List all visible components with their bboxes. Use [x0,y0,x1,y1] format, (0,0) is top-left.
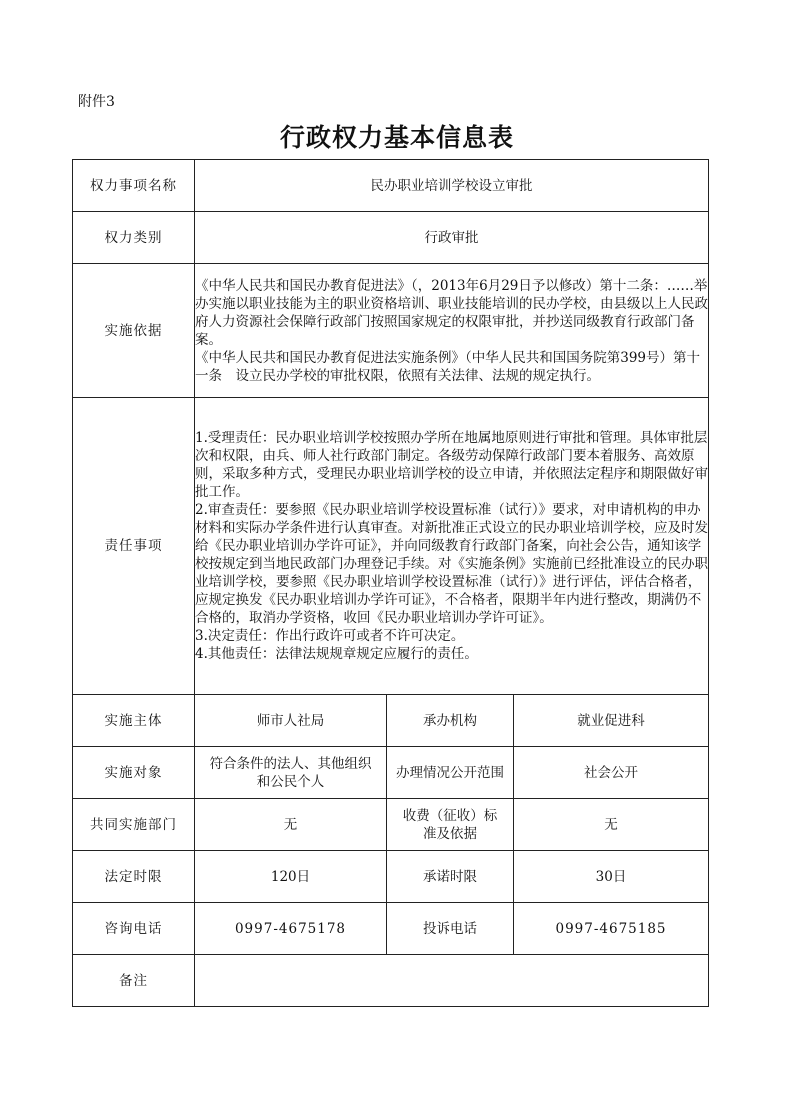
category-value: 行政审批 [195,212,709,264]
table-row-name [73,160,709,212]
table-row-object [73,747,709,799]
name-label: 权力事项名称 [73,160,195,212]
subject-label: 实施主体 [73,695,195,747]
agency-label: 承办机构 [387,695,514,747]
legal-limit-value: 120日 [195,851,387,903]
table-row-phone [73,903,709,955]
basis-value: 《中华人民共和国民办教育促进法》（，2013年6月29日予以修改）第十二条：……举办实施以职业技能为主的职业资格培训、职业技能培训的民办学校，由县级以上人民政府人力资源社会保障行政部门按照国家规定的权限审批，并抄送同级教育行政部门备案。 《中华人民共和国民办教育促进法实施条例》（中华人民共和国国务院第399号）第十一条 设立民办学校的审批权限，依照有关法律、法规的规定执行。 [195,264,709,398]
legal-limit-label: 法定时限 [73,851,195,903]
complaint-label: 投诉电话 [387,903,514,955]
table-row-basis [73,264,709,398]
consult-label: 咨询电话 [73,903,195,955]
table-row-remark [73,955,709,1007]
table-row-subject [73,695,709,747]
remark-label: 备注 [73,955,195,1007]
fee-label: 收费（征收）标准及依据 [387,799,514,851]
complaint-phone: 0997-4675185 [514,903,709,955]
object-value: 符合条件的法人、其他组织和公民个人 [195,747,387,799]
remark-value [195,955,709,1007]
table-row-joint [73,799,709,851]
disclosure-label: 办理情况公开范围 [387,747,514,799]
consult-phone: 0997-4675178 [195,903,387,955]
joint-value: 无 [195,799,387,851]
fee-value: 无 [514,799,709,851]
subject-value: 师市人社局 [195,695,387,747]
category-label: 权力类别 [73,212,195,264]
duty-value: 1.受理责任：民办职业培训学校按照办学所在地属地原则进行审批和管理。具体审批层次和权限，由兵、师人社行政部门制定。各级劳动保障行政部门要本着服务、高效原则，采取多种方式，受理民办职业培训学校的设立申请，并依照法定程序和期限做好审批工作。 2.审查责任：要参照《民办职业培训学校设置标准（试行）》要求，对申请机构的申办材料和实际办学条件进行认真审查。对新批准正式设立的民办职业培训学校，应及时发给《民办职业培训办学许可证》，并向同级教育行政部门备案，向社会公告，通知该学校按规定到当地民政部门办理登记手续。对《实施条例》实施前已经批准设立的民办职业培训学校，要参照《民办职业培训学校设置标准（试行）》进行评估，评估合格者，应规定换发《民办职业培训办学许可证》，不合格者，限期半年内进行整改，期满仍不合格的，取消办学资格，收回《民办职业培训办学许可证》。 3.决定责任：作出行政许可或者不许可决定。 4.其他责任：法律法规规章规定应履行的责任。 [195,398,709,695]
promise-limit-value: 30日 [514,851,709,903]
info-table [72,159,709,1007]
promise-limit-label: 承诺时限 [387,851,514,903]
duty-label: 责任事项 [73,398,195,695]
name-value: 民办职业培训学校设立审批 [195,160,709,212]
page-title: 行政权力基本信息表 [279,123,514,152]
agency-value: 就业促进科 [514,695,709,747]
basis-label: 实施依据 [73,264,195,398]
object-label: 实施对象 [73,747,195,799]
table-row-time-limit [73,851,709,903]
joint-label: 共同实施部门 [73,799,195,851]
table-row-category [73,212,709,264]
table-row-duty [73,398,709,695]
attachment-label: 附件3 [78,94,115,110]
disclosure-value: 社会公开 [514,747,709,799]
